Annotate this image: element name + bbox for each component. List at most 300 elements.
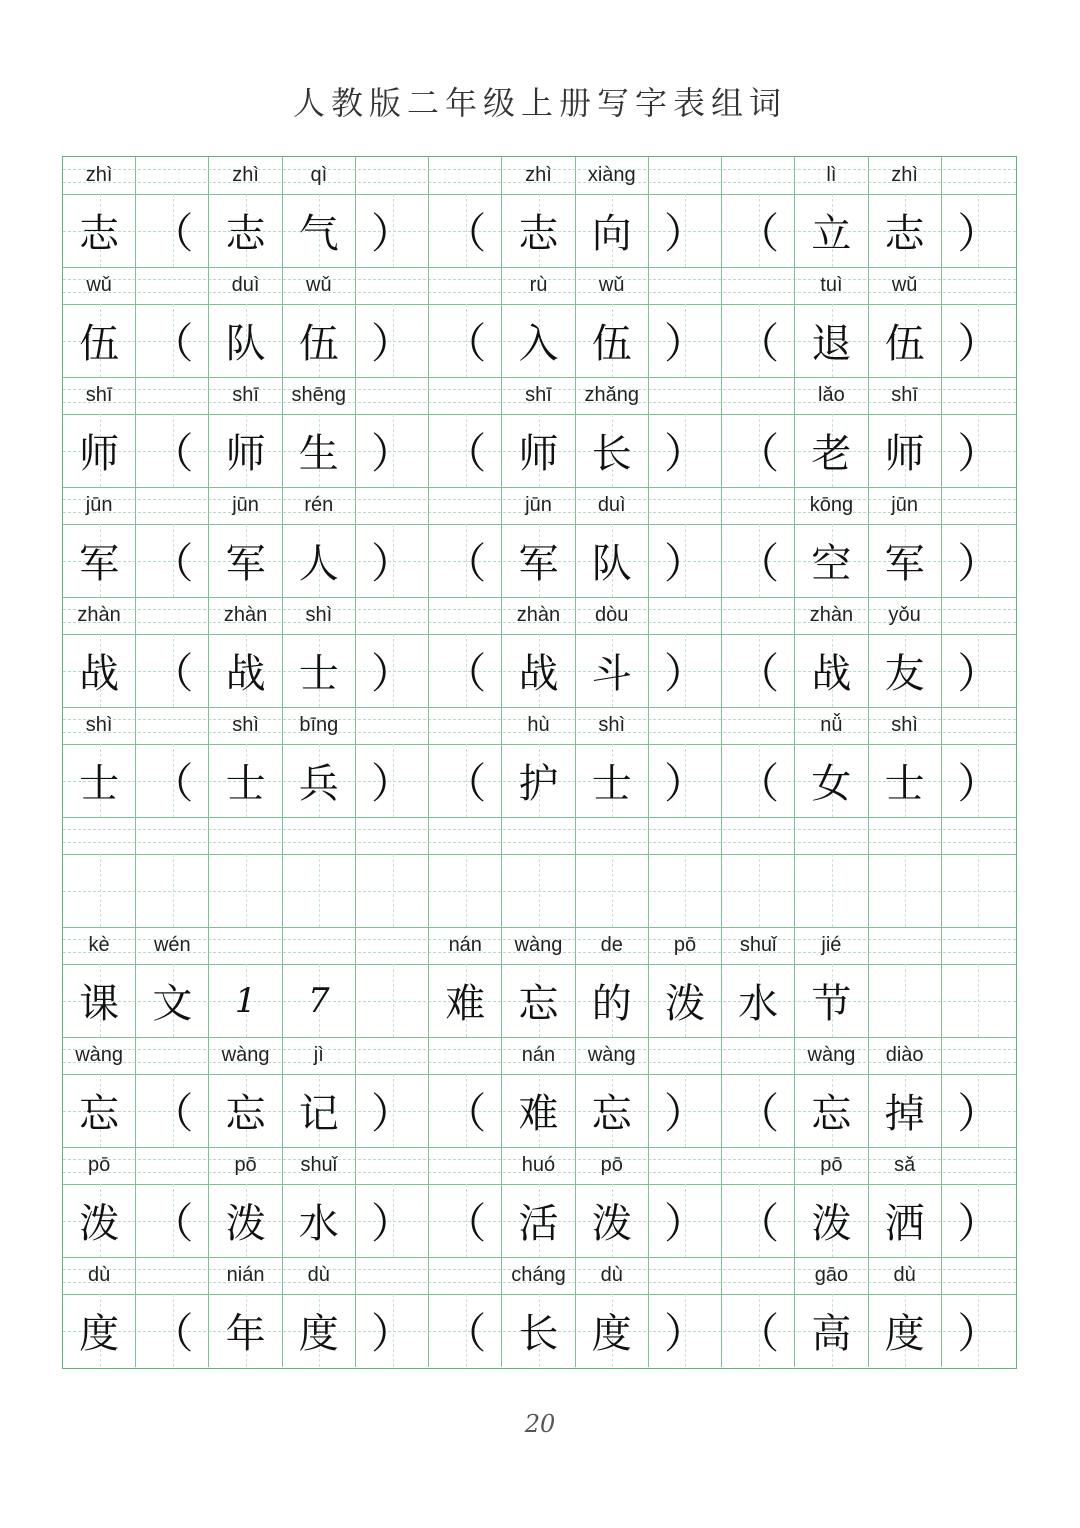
pinyin-cell: wàng	[576, 1037, 649, 1074]
hanzi-cell: 度	[869, 1294, 942, 1367]
pinyin-cell: xiàng	[576, 157, 649, 194]
bracket-cell: ）	[649, 1074, 722, 1147]
pinyin-cell: zhàn	[63, 597, 136, 634]
pinyin-cell: jì	[283, 1037, 356, 1074]
hanzi-cell: 难	[502, 1074, 575, 1147]
hanzi-cell	[283, 854, 356, 927]
pinyin-cell: zhàn	[209, 597, 282, 634]
hanzi-cell: 忘	[795, 1074, 868, 1147]
pinyin-cell: shì	[209, 707, 282, 744]
pinyin-cell: dòu	[576, 597, 649, 634]
hanzi-cell: 水	[722, 964, 795, 1037]
hanzi-cell: 师	[502, 414, 575, 487]
pinyin-cell: zhàn	[502, 597, 575, 634]
hanzi-row	[63, 744, 1016, 817]
pinyin-cell	[722, 267, 795, 304]
pinyin-cell	[722, 1257, 795, 1294]
hanzi-cell: 斗	[576, 634, 649, 707]
bracket-cell: ）	[356, 524, 429, 597]
bracket-cell: （	[429, 1074, 502, 1147]
bracket-cell: （	[722, 1074, 795, 1147]
bracket-cell: （	[136, 194, 209, 267]
pinyin-cell	[649, 1147, 722, 1184]
pinyin-row	[63, 927, 1016, 964]
pinyin-cell	[136, 817, 209, 854]
pinyin-cell	[942, 927, 1015, 964]
hanzi-cell: 节	[795, 964, 868, 1037]
hanzi-cell: 士	[63, 744, 136, 817]
pinyin-cell	[429, 817, 502, 854]
hanzi-cell: 泼	[209, 1184, 282, 1257]
bracket-cell: （	[136, 524, 209, 597]
pinyin-cell: cháng	[502, 1257, 575, 1294]
pinyin-cell: wǔ	[869, 267, 942, 304]
pinyin-cell	[356, 267, 429, 304]
bracket-cell: （	[429, 744, 502, 817]
pinyin-row	[63, 157, 1016, 194]
hanzi-row	[63, 634, 1016, 707]
bracket-cell: ）	[649, 414, 722, 487]
hanzi-cell: 向	[576, 194, 649, 267]
hanzi-cell: 军	[869, 524, 942, 597]
bracket-cell: ）	[356, 1184, 429, 1257]
hanzi-cell: 泼	[576, 1184, 649, 1257]
page-number: 20	[524, 1410, 556, 1438]
pinyin-cell	[722, 1147, 795, 1184]
hanzi-cell: 军	[502, 524, 575, 597]
hanzi-cell: 退	[795, 304, 868, 377]
hanzi-cell: 度	[576, 1294, 649, 1367]
pinyin-cell: zhì	[209, 157, 282, 194]
hanzi-cell: 1	[209, 964, 282, 1037]
pinyin-cell	[429, 597, 502, 634]
pinyin-cell: gāo	[795, 1257, 868, 1294]
hanzi-row	[63, 304, 1016, 377]
pinyin-cell	[502, 817, 575, 854]
pinyin-cell	[63, 817, 136, 854]
bracket-cell: （	[722, 1184, 795, 1257]
pinyin-cell: jūn	[209, 487, 282, 524]
hanzi-cell	[869, 854, 942, 927]
pinyin-cell	[356, 597, 429, 634]
hanzi-cell: 7	[283, 964, 356, 1037]
bracket-cell: ）	[356, 634, 429, 707]
pinyin-cell	[942, 1257, 1015, 1294]
pinyin-cell	[356, 157, 429, 194]
pinyin-cell: lì	[795, 157, 868, 194]
pinyin-cell: jūn	[502, 487, 575, 524]
hanzi-cell: 空	[795, 524, 868, 597]
bracket-cell: ）	[957, 1198, 1000, 1248]
pinyin-cell	[209, 927, 282, 964]
hanzi-cell: 兵	[283, 744, 356, 817]
bracket-cell: ）	[356, 1074, 429, 1147]
bracket-cell: （	[136, 414, 209, 487]
hanzi-cell: 人	[283, 524, 356, 597]
pinyin-cell: wàng	[502, 927, 575, 964]
pinyin-cell	[649, 487, 722, 524]
bracket-cell: （	[722, 524, 795, 597]
pinyin-cell	[722, 707, 795, 744]
pinyin-cell	[649, 157, 722, 194]
hanzi-cell	[869, 964, 942, 1037]
pinyin-cell	[649, 1257, 722, 1294]
pinyin-cell	[649, 1037, 722, 1074]
hanzi-cell: 活	[502, 1184, 575, 1257]
pinyin-cell	[429, 267, 502, 304]
bracket-cell: ）	[957, 208, 1000, 258]
hanzi-row	[63, 524, 1016, 597]
pinyin-cell: wàng	[795, 1037, 868, 1074]
hanzi-cell: 忘	[502, 964, 575, 1037]
hanzi-cell: 队	[576, 524, 649, 597]
pinyin-cell: nán	[502, 1037, 575, 1074]
bracket-cell: （	[722, 1294, 795, 1367]
hanzi-row	[63, 414, 1016, 487]
pinyin-cell: pō	[795, 1147, 868, 1184]
pinyin-cell	[942, 377, 1015, 414]
hanzi-cell: 难	[429, 964, 502, 1037]
pinyin-cell: duì	[209, 267, 282, 304]
hanzi-row	[63, 194, 1016, 267]
pinyin-cell	[429, 1257, 502, 1294]
bracket-cell: ）	[649, 1184, 722, 1257]
pinyin-cell: pō	[63, 1147, 136, 1184]
hanzi-cell: 护	[502, 744, 575, 817]
hanzi-cell: 志	[63, 194, 136, 267]
hanzi-cell	[356, 854, 429, 927]
hanzi-row	[63, 854, 1016, 927]
hanzi-cell	[429, 854, 502, 927]
hanzi-cell	[136, 854, 209, 927]
hanzi-cell: 泼	[795, 1184, 868, 1257]
pinyin-cell: jūn	[869, 487, 942, 524]
pinyin-cell	[356, 707, 429, 744]
pinyin-cell	[942, 817, 1015, 854]
pinyin-row	[63, 377, 1016, 414]
pinyin-cell	[356, 487, 429, 524]
hanzi-cell: 课	[63, 964, 136, 1037]
pinyin-cell: zhàn	[795, 597, 868, 634]
pinyin-cell	[429, 1147, 502, 1184]
pinyin-cell	[136, 267, 209, 304]
hanzi-cell: 友	[869, 634, 942, 707]
hanzi-cell: 伍	[283, 304, 356, 377]
pinyin-row	[63, 487, 1016, 524]
hanzi-cell: 掉	[869, 1074, 942, 1147]
pinyin-row	[63, 597, 1016, 634]
hanzi-cell: 战	[63, 634, 136, 707]
pinyin-cell: zhì	[869, 157, 942, 194]
hanzi-row	[63, 1074, 1016, 1147]
pinyin-cell: shēng	[283, 377, 356, 414]
hanzi-cell	[722, 854, 795, 927]
pinyin-cell	[429, 487, 502, 524]
bracket-cell: （	[136, 1184, 209, 1257]
pinyin-row	[63, 1257, 1016, 1294]
hanzi-cell: 年	[209, 1294, 282, 1367]
bracket-cell: （	[136, 1074, 209, 1147]
hanzi-cell: 入	[502, 304, 575, 377]
pinyin-cell: kè	[63, 927, 136, 964]
pinyin-cell: dù	[869, 1257, 942, 1294]
hanzi-cell: 师	[63, 414, 136, 487]
bracket-cell: （	[722, 414, 795, 487]
pinyin-cell	[429, 1037, 502, 1074]
bracket-cell: （	[136, 1294, 209, 1367]
hanzi-cell: 士	[209, 744, 282, 817]
pinyin-cell	[869, 927, 942, 964]
hanzi-cell: 立	[795, 194, 868, 267]
pinyin-cell	[356, 927, 429, 964]
pinyin-cell: shì	[63, 707, 136, 744]
hanzi-cell: 度	[63, 1294, 136, 1367]
pinyin-cell	[209, 817, 282, 854]
pinyin-cell	[356, 817, 429, 854]
hanzi-cell	[942, 854, 1015, 927]
pinyin-cell: de	[576, 927, 649, 964]
hanzi-row	[63, 964, 1016, 1037]
bracket-cell: ）	[649, 744, 722, 817]
pinyin-cell: shuǐ	[283, 1147, 356, 1184]
bracket-cell: ）	[957, 648, 1000, 698]
hanzi-cell: 长	[502, 1294, 575, 1367]
hanzi-cell: 的	[576, 964, 649, 1037]
hanzi-cell: 师	[869, 414, 942, 487]
pinyin-cell: yǒu	[869, 597, 942, 634]
hanzi-cell: 忘	[63, 1074, 136, 1147]
hanzi-cell: 战	[795, 634, 868, 707]
pinyin-cell: duì	[576, 487, 649, 524]
pinyin-cell: wàng	[209, 1037, 282, 1074]
pinyin-cell: shì	[283, 597, 356, 634]
pinyin-cell: wén	[136, 927, 209, 964]
bracket-cell: ）	[356, 194, 429, 267]
pinyin-cell: pō	[576, 1147, 649, 1184]
hanzi-cell: 志	[502, 194, 575, 267]
pinyin-cell	[136, 487, 209, 524]
hanzi-cell: 洒	[869, 1184, 942, 1257]
pinyin-cell: shì	[576, 707, 649, 744]
pinyin-cell: rù	[502, 267, 575, 304]
hanzi-cell: 士	[576, 744, 649, 817]
pinyin-cell	[649, 267, 722, 304]
hanzi-cell	[356, 964, 429, 1037]
pinyin-cell: pō	[209, 1147, 282, 1184]
pinyin-cell: nán	[429, 927, 502, 964]
hanzi-cell: 文	[136, 964, 209, 1037]
pinyin-cell	[283, 927, 356, 964]
pinyin-cell: bīng	[283, 707, 356, 744]
bracket-cell: （	[722, 194, 795, 267]
bracket-cell: ）	[649, 524, 722, 597]
pinyin-row	[63, 817, 1016, 854]
hanzi-cell: 水	[283, 1184, 356, 1257]
pinyin-cell	[942, 1147, 1015, 1184]
hanzi-cell: 忘	[576, 1074, 649, 1147]
pinyin-cell	[136, 1037, 209, 1074]
bracket-cell: （	[429, 304, 502, 377]
pinyin-cell	[356, 377, 429, 414]
pinyin-cell: jié	[795, 927, 868, 964]
hanzi-cell: 气	[283, 194, 356, 267]
hanzi-cell: 伍	[63, 304, 136, 377]
hanzi-cell: 记	[283, 1074, 356, 1147]
bracket-cell: ）	[356, 414, 429, 487]
pinyin-cell	[356, 1147, 429, 1184]
pinyin-cell	[136, 1257, 209, 1294]
hanzi-cell: 战	[502, 634, 575, 707]
pinyin-cell: dù	[63, 1257, 136, 1294]
bracket-cell: （	[429, 1184, 502, 1257]
bracket-cell: ）	[649, 194, 722, 267]
pinyin-cell	[429, 707, 502, 744]
page-title: 人教版二年级上册写字表组词	[292, 84, 787, 122]
hanzi-cell: 生	[283, 414, 356, 487]
hanzi-cell: 战	[209, 634, 282, 707]
pinyin-cell: shī	[209, 377, 282, 414]
bracket-cell: （	[722, 744, 795, 817]
pinyin-cell: wǔ	[283, 267, 356, 304]
pinyin-cell	[136, 707, 209, 744]
hanzi-cell: 军	[209, 524, 282, 597]
hanzi-cell: 师	[209, 414, 282, 487]
pinyin-cell: shī	[502, 377, 575, 414]
pinyin-cell: wǔ	[576, 267, 649, 304]
pinyin-cell	[649, 377, 722, 414]
hanzi-cell: 女	[795, 744, 868, 817]
bracket-cell: ）	[356, 304, 429, 377]
bracket-cell: ）	[957, 538, 1000, 588]
pinyin-cell: shuǐ	[722, 927, 795, 964]
pinyin-cell: zhì	[502, 157, 575, 194]
bracket-cell: （	[136, 304, 209, 377]
pinyin-cell	[722, 597, 795, 634]
writing-grid	[62, 156, 1017, 1369]
bracket-cell: ）	[649, 1294, 722, 1367]
bracket-cell: ）	[649, 304, 722, 377]
pinyin-cell: sǎ	[869, 1147, 942, 1184]
hanzi-cell: 忘	[209, 1074, 282, 1147]
pinyin-row	[63, 1037, 1016, 1074]
hanzi-cell	[63, 854, 136, 927]
pinyin-cell	[136, 597, 209, 634]
pinyin-cell: wǔ	[63, 267, 136, 304]
pinyin-cell	[722, 1037, 795, 1074]
bracket-cell: （	[722, 634, 795, 707]
pinyin-cell	[136, 157, 209, 194]
bracket-cell: （	[429, 1294, 502, 1367]
hanzi-cell: 士	[283, 634, 356, 707]
pinyin-cell: lǎo	[795, 377, 868, 414]
pinyin-cell: rén	[283, 487, 356, 524]
hanzi-cell	[795, 854, 868, 927]
pinyin-cell: dù	[576, 1257, 649, 1294]
pinyin-row	[63, 267, 1016, 304]
bracket-cell: ）	[957, 428, 1000, 478]
hanzi-cell: 伍	[576, 304, 649, 377]
pinyin-cell	[136, 377, 209, 414]
pinyin-cell	[136, 1147, 209, 1184]
bracket-cell: ）	[957, 318, 1000, 368]
pinyin-cell: nián	[209, 1257, 282, 1294]
hanzi-cell	[649, 854, 722, 927]
bracket-cell: ）	[649, 634, 722, 707]
hanzi-cell: 度	[283, 1294, 356, 1367]
pinyin-cell: zhì	[63, 157, 136, 194]
pinyin-cell: shì	[869, 707, 942, 744]
hanzi-cell: 志	[869, 194, 942, 267]
pinyin-cell	[649, 707, 722, 744]
pinyin-cell: nǚ	[795, 707, 868, 744]
bracket-cell: （	[429, 634, 502, 707]
hanzi-cell: 军	[63, 524, 136, 597]
hanzi-cell: 伍	[869, 304, 942, 377]
bracket-cell: ）	[957, 1088, 1000, 1138]
bracket-cell: （	[429, 524, 502, 597]
pinyin-cell: diào	[869, 1037, 942, 1074]
pinyin-cell	[649, 817, 722, 854]
bracket-cell: （	[429, 414, 502, 487]
hanzi-cell: 志	[209, 194, 282, 267]
hanzi-cell: 士	[869, 744, 942, 817]
hanzi-cell	[576, 854, 649, 927]
bracket-cell: ）	[356, 1294, 429, 1367]
pinyin-cell	[942, 597, 1015, 634]
pinyin-cell	[356, 1037, 429, 1074]
pinyin-cell: hù	[502, 707, 575, 744]
bracket-cell: ）	[957, 1308, 1000, 1358]
bracket-cell: （	[722, 304, 795, 377]
bracket-cell: （	[429, 194, 502, 267]
hanzi-cell: 高	[795, 1294, 868, 1367]
pinyin-cell	[869, 817, 942, 854]
hanzi-cell: 长	[576, 414, 649, 487]
hanzi-row	[63, 1184, 1016, 1257]
hanzi-cell	[209, 854, 282, 927]
pinyin-cell	[722, 157, 795, 194]
pinyin-cell: huó	[502, 1147, 575, 1184]
pinyin-cell: qì	[283, 157, 356, 194]
pinyin-cell	[942, 157, 1015, 194]
pinyin-cell: kōng	[795, 487, 868, 524]
hanzi-cell	[502, 854, 575, 927]
hanzi-cell: 泼	[649, 964, 722, 1037]
hanzi-cell: 泼	[63, 1184, 136, 1257]
pinyin-row	[63, 707, 1016, 744]
hanzi-cell	[942, 964, 1015, 1037]
pinyin-cell	[942, 267, 1015, 304]
pinyin-cell	[795, 817, 868, 854]
pinyin-cell: jūn	[63, 487, 136, 524]
bracket-cell: ）	[957, 758, 1000, 808]
pinyin-cell	[722, 487, 795, 524]
pinyin-row	[63, 1147, 1016, 1184]
hanzi-row	[63, 1294, 1016, 1367]
pinyin-cell	[283, 817, 356, 854]
pinyin-cell: shī	[869, 377, 942, 414]
pinyin-cell	[429, 377, 502, 414]
pinyin-cell	[429, 157, 502, 194]
pinyin-cell: shī	[63, 377, 136, 414]
pinyin-cell	[356, 1257, 429, 1294]
bracket-cell: ）	[356, 744, 429, 817]
pinyin-cell	[649, 597, 722, 634]
pinyin-cell	[722, 817, 795, 854]
pinyin-cell: pō	[649, 927, 722, 964]
pinyin-cell	[722, 377, 795, 414]
pinyin-cell: dù	[283, 1257, 356, 1294]
